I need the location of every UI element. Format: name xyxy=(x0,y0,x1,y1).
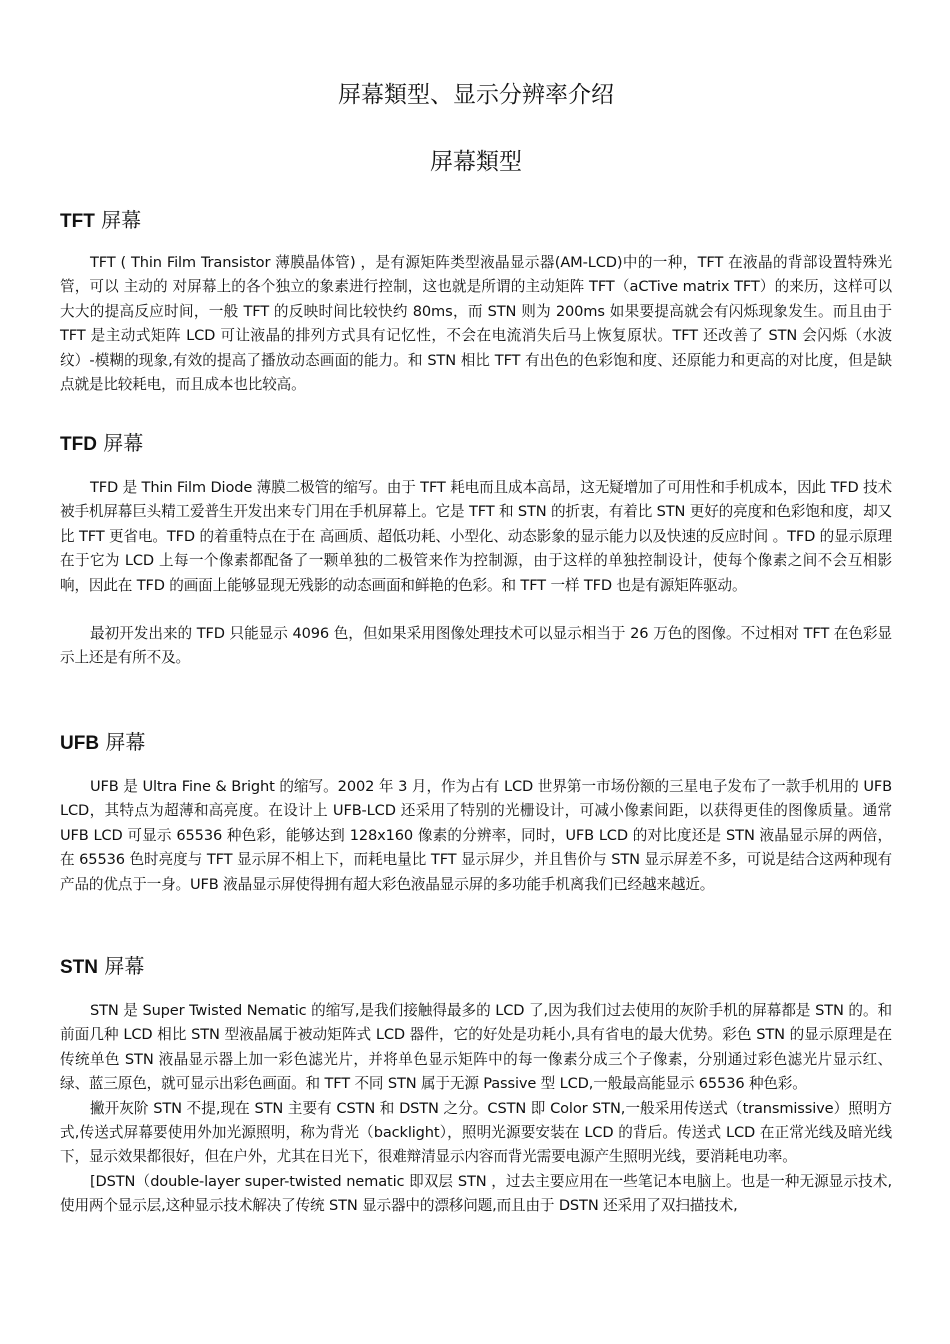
section-stn xyxy=(60,951,892,1219)
heading-text: 屏幕 xyxy=(99,730,146,754)
paragraph: [DSTN（double-layer super-twisted nematic 即双层 STN ，过去主要应用在一些笔记本电脑上。也是一种无源显示技术,使用两个显示层,这种显示技术解决了传统 STN 显示器中的漂移问题,而且由于 DSTN 还采用了双扫描技术, xyxy=(60,1172,892,1215)
heading-abbr: TFT xyxy=(60,211,95,232)
paragraph: TFT ( Thin Film Transistor 薄膜晶体管) ，是有源矩阵类型液晶显示器(AM-LCD)中的一种，TFT 在液晶的背部设置特殊光管，可以 主动的 对屏幕上的各个独立的象素进行控制，这也就是所谓的主动矩阵 TFT（aCTive matrix TFT）的来历，这样可以大大的提高反应时间，一般 TFT 的反映时间比较快约 80ms，而 STN 则为 200ms 如果要提高就会有闪烁现象发生。而且由于 TFT 是主动式矩阵 LCD 可让液晶的排列方式具有记忆性，不会在电流消失后马上恢复原状。TFT 还改善了 STN 会闪烁（水波纹）-模糊的现象,有效的提高了播放动态画面的能力。和 STN 相比 TFT 有出色的色彩饱和度、还原能力和更高的对比度，但是缺点就是比较耗电，而且成本也比较高。 xyxy=(60,254,892,394)
heading-abbr: UFB xyxy=(60,733,100,754)
heading-text: 屏幕 xyxy=(98,954,145,978)
section-tfd xyxy=(60,428,892,671)
section-heading xyxy=(60,727,892,759)
section-ufb xyxy=(60,727,892,897)
paragraph: TFD 是 Thin Film Diode 薄膜二极管的缩写。由于 TFT 耗电而且成本高昂，这无疑增加了可用性和手机成本，因此 TFD 技术被手机屏幕巨头精工爱普生开发出来专门用在手机屏幕上。它是 TFT 和 STN 的折衷，有着比 STN 更好的亮度和色彩饱和度，却又比 TFT 更省电。TFD 的着重特点在于在 高画质、超低功耗、小型化、动态影象的显示能力以及快速的反应时间 。TFD 的显示原理在于它为 LCD 上每一个像素都配备了一颗单独的二极管来作为控制源，由于这样的单独控制设计，使每个像素之间不会互相影响，因此在 TFD 的画面上能够显现无残影的动态画面和鲜艳的色彩。和 TFT 一样 TFD 也是有源矩阵驱动。 xyxy=(60,479,892,594)
heading-text: 屏幕 xyxy=(96,431,144,455)
section-heading xyxy=(60,205,892,237)
section-tft xyxy=(60,205,892,397)
document-subtitle: 屏幕類型 xyxy=(430,149,522,175)
section-heading xyxy=(60,428,892,460)
document-title: 屏幕類型、显示分辨率介绍 xyxy=(338,82,614,108)
heading-abbr: TFD xyxy=(60,434,97,455)
paragraph: 撇开灰阶 STN 不提,现在 STN 主要有 CSTN 和 DSTN 之分。CSTN 即 Color STN,一般采用传送式（transmissive）照明方式,传送式屏幕要使用外加光源照明，称为背光（backlight），照明光源要安装在 LCD 的背后。传送式 LCD 在正常光线及暗光线下，显示效果都很好，但在户外，尤其在日光下，很难辩清显示内容而背光需要电源产生照明光线，要消耗电功率。 xyxy=(60,1099,892,1166)
heading-text: 屏幕 xyxy=(94,208,142,232)
paragraph: UFB 是 Ultra Fine & Bright 的缩写。2002 年 3 月，作为占有 LCD 世界第一市场份额的三星电子发布了一款手机用的 UFB LCD，其特点为超薄和高亮度。在设计上 UFB-LCD 还采用了特别的光栅设计，可减小像素间距，以获得更佳的图像质量。通常 UFB LCD 可显示 65536 种色彩，能够达到 128x160 像素的分辨率，同时，UFB LCD 的对比度还是 STN 液晶显示屏的两倍，在 65536 色时亮度与 TFT 显示屏不相上下，而耗电量比 TFT 显示屏少，并且售价与 STN 显示屏差不多，可说是结合这两种现有产品的优点于一身。UFB 液晶显示屏使得拥有超大彩色液晶显示屏的多功能手机离我们已经越来越近。 xyxy=(60,778,892,893)
paragraph: STN 是 Super Twisted Nematic 的缩写,是我们接触得最多的 LCD 了,因为我们过去使用的灰阶手机的屏幕都是 STN 的。和前面几种 LCD 相比 STN 型液晶属于被动矩阵式 LCD 器件，它的好处是功耗小,具有省电的最大优势。彩色 STN 的显示原理是在传统单色 STN 液晶显示器上加一彩色滤光片，并将单色显示矩阵中的每一像素分成三个子像素，分别通过彩色滤光片显示红、绿、蓝三原色，就可显示出彩色画面。和 TFT 不同 STN 属于无源 Passive 型 LCD,一般最高能显示 65536 种色彩。 xyxy=(60,1002,892,1093)
heading-abbr: STN xyxy=(60,957,98,978)
paragraph: 最初开发出来的 TFD 只能显示 4096 色，但如果采用图像处理技术可以显示相当于 26 万色的图像。不过相对 TFT 在色彩显示上还是有所不及。 xyxy=(60,625,892,667)
section-heading xyxy=(60,951,892,983)
